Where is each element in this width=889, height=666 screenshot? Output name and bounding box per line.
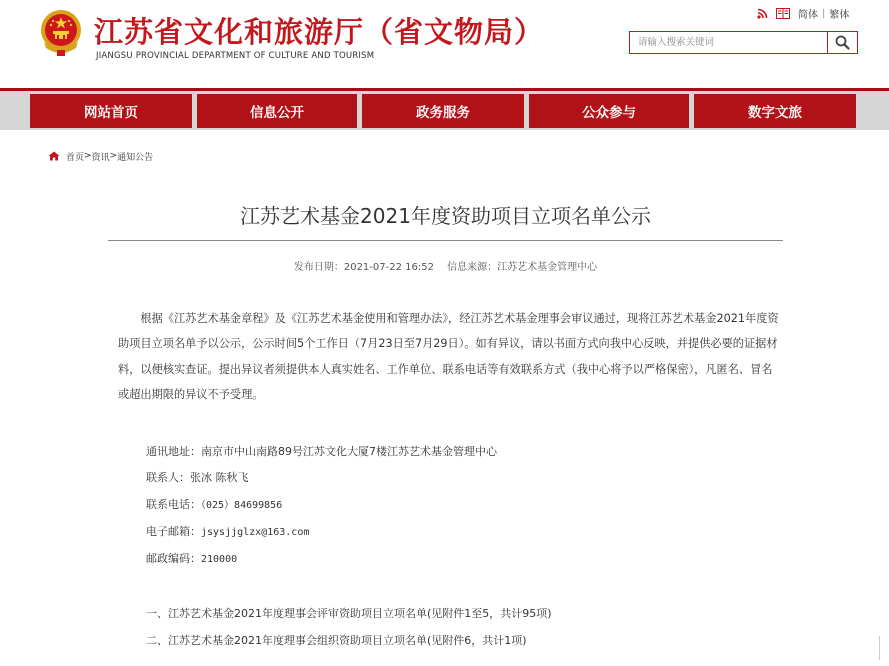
site-title: 江苏省文化和旅游厅（省文物局） xyxy=(94,15,545,49)
search-box xyxy=(629,31,858,54)
contact-email-label: 电子邮箱： xyxy=(146,525,201,538)
article-title: 江苏艺术基金2021年度资助项目立项名单公示 xyxy=(240,204,651,228)
contact-phone-label: 联系电话： xyxy=(146,498,201,511)
contact-persons: 联系人：张冰 陈秋飞 xyxy=(146,471,249,484)
article-body xyxy=(118,306,782,408)
breadcrumb xyxy=(48,150,153,162)
nav-item-gov-services[interactable]: 政务服务 xyxy=(362,94,524,128)
article-meta xyxy=(108,258,783,273)
scroll-edge xyxy=(879,636,889,660)
top-links xyxy=(757,6,849,20)
nav-item-digital-culture-tourism[interactable]: 数字文旅 xyxy=(694,94,856,128)
contact-postcode-label: 邮政编码： xyxy=(146,552,201,565)
nav-item-home[interactable]: 网站首页 xyxy=(30,94,192,128)
rss-icon[interactable] xyxy=(757,8,768,19)
breadcrumb-separator: > xyxy=(109,151,118,161)
contact-phone xyxy=(146,496,282,512)
lang-separator: | xyxy=(822,7,826,19)
search-button[interactable] xyxy=(827,32,857,53)
breadcrumb-separator: > xyxy=(84,151,92,161)
lang-simplified-link[interactable]: 简体 xyxy=(798,9,818,21)
contact-postcode-value: 210000 xyxy=(201,554,238,565)
contact-email xyxy=(146,523,309,539)
site-subtitle: JIANGSU PROVINCIAL DEPARTMENT OF CULTURE AND TOURISM xyxy=(96,51,375,61)
contact-email-value: jsysjjglzx@163.com xyxy=(201,527,310,538)
info-source: 信息来源：江苏艺术基金管理中心 xyxy=(447,262,598,273)
article-paragraph: 根据《江苏艺术基金章程》及《江苏艺术基金使用和管理办法》，经江苏艺术基金理事会审议通过，现将江苏艺术基金2021年度资助项目立项名单予以公示，公示时间5个工作日（7月23日至7月29日）。如有异议，请以书面方式向我中心反映，并提供必要的证据材料，以便核实查证。提出异议者须提供本人真实姓名、工作单位、联系电话等有效联系方式（我中心将予以严格保密），凡匿名、冒名或超出期限的异议不予受理。 xyxy=(118,312,779,402)
contact-postcode xyxy=(146,550,237,566)
title-divider xyxy=(108,240,783,241)
search-icon xyxy=(835,35,850,50)
contact-phone-value: （025）84699856 xyxy=(201,500,283,511)
lang-traditional-link[interactable]: 繁体 xyxy=(829,9,850,21)
publish-date: 发布日期：2021-07-22 16:52 xyxy=(293,262,434,273)
book-icon[interactable] xyxy=(776,8,790,19)
search-input[interactable] xyxy=(630,32,826,53)
breadcrumb-home[interactable]: 首页 xyxy=(66,152,85,163)
list-item: 一、江苏艺术基金2021年度理事会评审资助项目立项名单(见附件1至5，共计95项) xyxy=(146,607,552,620)
home-icon xyxy=(48,151,60,161)
breadcrumb-news[interactable]: 资讯 xyxy=(91,152,110,163)
contact-address: 通讯地址：南京市中山南路89号江苏文化大厦7楼江苏艺术基金管理中心 xyxy=(146,445,497,458)
nav-item-info-public[interactable]: 信息公开 xyxy=(197,94,357,128)
breadcrumb-notices[interactable]: 通知公告 xyxy=(117,152,154,163)
list-item: 二、江苏艺术基金2021年度理事会组织资助项目立项名单(见附件6，共计1项) xyxy=(146,634,527,647)
nav-item-public-participation[interactable]: 公众参与 xyxy=(529,94,689,128)
site-header xyxy=(0,0,889,88)
nav-top-line xyxy=(0,88,889,91)
national-emblem-icon xyxy=(38,8,84,58)
